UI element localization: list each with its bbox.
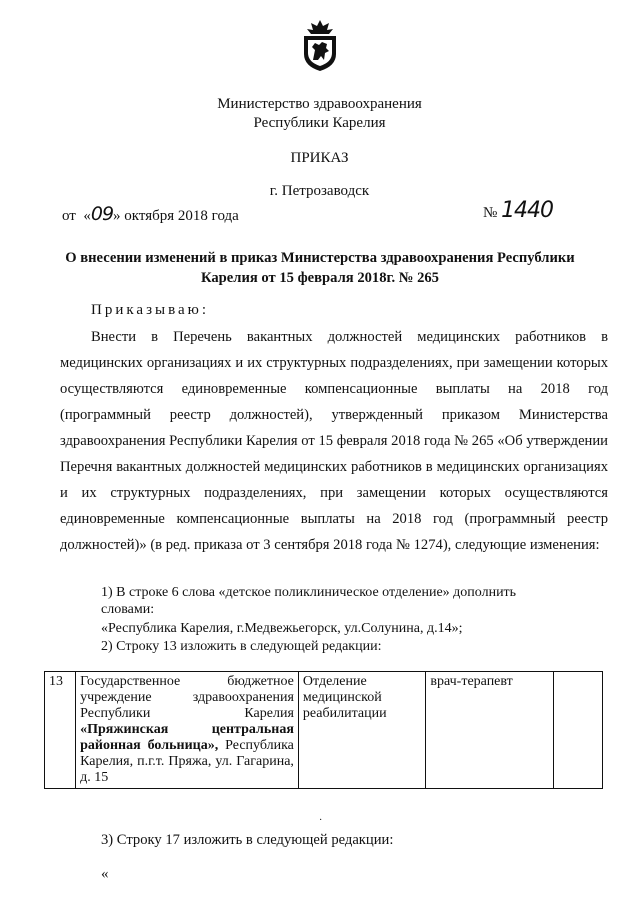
cell-row-number: 13 — [45, 672, 76, 789]
item1-line3: «Республика Карелия, г.Медвежьегорск, ул.Солунина, д.14»; — [101, 621, 463, 636]
number-handwritten: 1440 — [501, 198, 554, 223]
title-line1: О внесении изменений в приказ Министерства здравоохранения Республики — [65, 250, 575, 266]
document-type: ПРИКАЗ — [290, 150, 349, 166]
document-date — [62, 203, 239, 225]
number-label: № — [483, 205, 498, 221]
karelia-coat-of-arms-icon — [300, 20, 340, 72]
stray-dot: · — [319, 815, 323, 826]
org-address: Республика Карелия, п.г.т. Пряжа, ул. Гагарина, д. 15 — [80, 738, 294, 785]
date-open-quote: « — [83, 208, 91, 224]
date-close-quote: » — [113, 208, 121, 224]
replacement-table — [44, 671, 603, 789]
org-name: «Пряжинская центральная районная больница», — [80, 722, 294, 753]
org-prefix: Государственное бюджетное учреждение здравоохранения Республики Карелия — [80, 674, 294, 721]
document-number — [483, 198, 553, 223]
document-title — [40, 248, 600, 288]
item1-line1: 1) В строке 6 слова «детское поликлиническое отделение» дополнить — [101, 585, 517, 600]
ministry-name-line2: Республики Карелия — [253, 115, 386, 131]
date-rest: октября 2018 года — [124, 208, 239, 224]
table-row — [45, 672, 603, 789]
date-prefix: от — [62, 208, 76, 224]
item1-line2: словами: — [101, 602, 155, 617]
cell-position: врач-терапевт — [426, 672, 553, 789]
title-line2: Карелия от 15 февраля 2018г. № 265 — [201, 270, 439, 286]
date-day-handwritten: 09 — [90, 203, 114, 225]
cell-extra — [553, 672, 602, 789]
item2: 2) Строку 13 изложить в следующей редакции: — [101, 639, 382, 654]
cell-organization — [76, 672, 299, 789]
cell-department: Отделение медицинской реабилитации — [298, 672, 425, 789]
city: г. Петрозаводск — [269, 183, 370, 199]
ministry-name-line1: Министерство здравоохранения — [217, 96, 422, 112]
main-paragraph: Внести в Перечень вакантных должностей медицинских работников в медицинских организациях и их структурных подразделениях, при замещении которых осуществляются единовременные компенсационные выплаты на 2018 год (программный реестр должностей), утвержденный приказом Министерства здравоохранения Республики Карелия от 15 февраля 2018 года № 265 «Об утверждении Перечня вакантных должностей медицинских работников в медицинских организациях и их структурных подразделениях, при замещении которых осуществляются единовременные компенсационные выплаты на 2018 год (программный реестр должностей)» (в ред. приказа от 3 сентября 2018 года № 1274), следующие изменения: — [60, 329, 608, 553]
prikazyvayu: Приказываю: — [91, 302, 209, 318]
trailing-quote: « — [101, 866, 109, 882]
item3: 3) Строку 17 изложить в следующей редакции: — [101, 832, 394, 848]
